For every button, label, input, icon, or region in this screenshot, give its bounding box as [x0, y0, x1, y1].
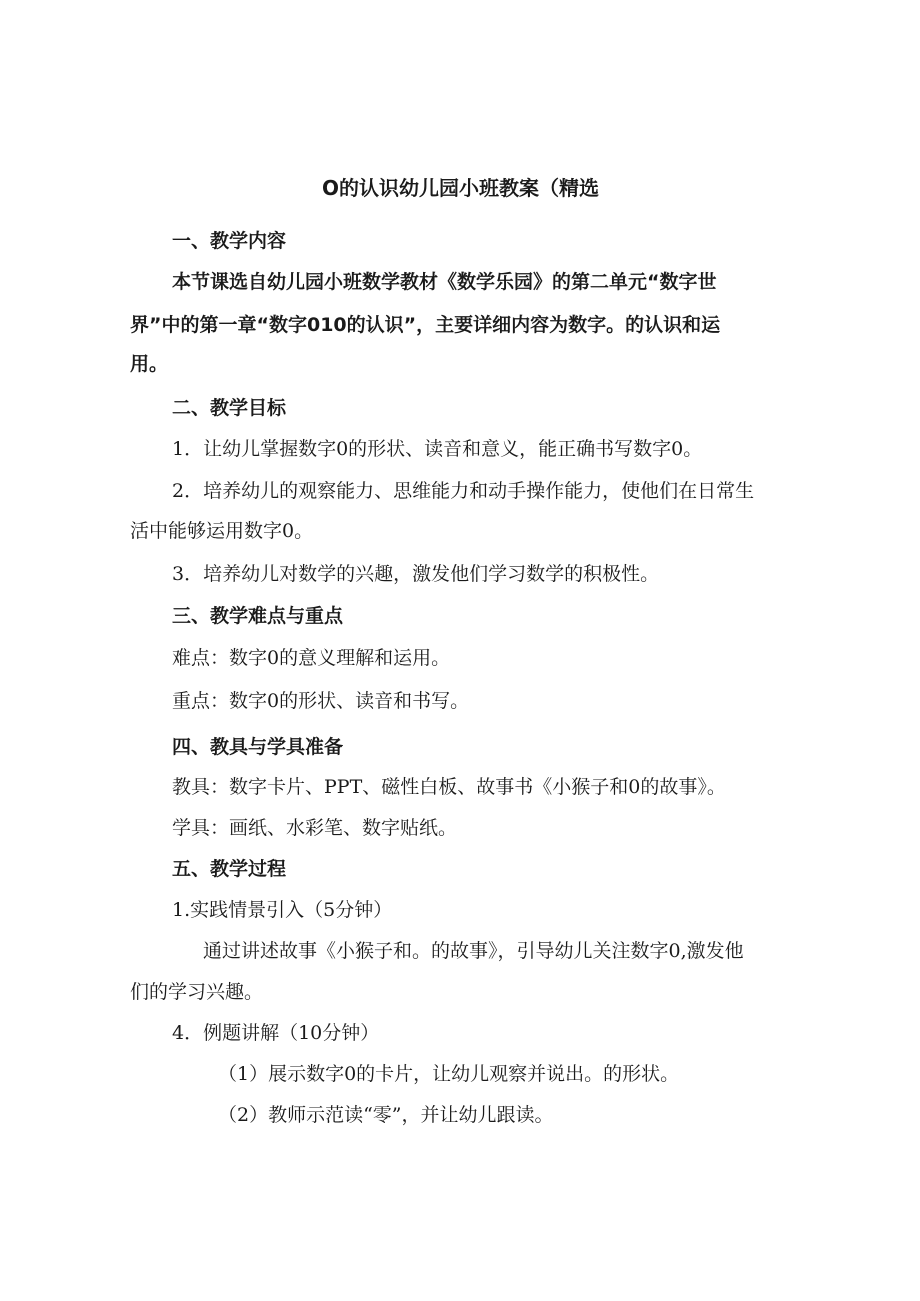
sub-step: （1）展示数字0的卡片，让幼儿观察并说出。的形状。	[218, 1063, 680, 1085]
section-heading-process: 五、教学过程	[172, 858, 287, 880]
paragraph-line: 难点：数字0的意义理解和运用。	[172, 647, 451, 669]
paragraph-line: 界”中的第一章“数字010的认识”，主要详细内容为数字。的认识和运	[130, 314, 721, 336]
section-heading-materials: 四、教具与学具准备	[172, 736, 344, 758]
paragraph-line: 用。	[130, 353, 169, 375]
list-item-continuation: 活中能够运用数字0。	[130, 520, 314, 542]
step-heading: 4．例题讲解（10分钟）	[172, 1022, 380, 1044]
paragraph-line: 们的学习兴趣。	[130, 981, 264, 1003]
paragraph-line: 重点：数字0的形状、读音和书写。	[172, 690, 470, 712]
paragraph-line: 本节课选自幼儿园小班数学教材《数学乐园》的第二单元“数字世	[172, 271, 717, 293]
list-item: 1．让幼儿掌握数字0的形状、读音和意义，能正确书写数字0。	[172, 438, 703, 460]
sub-step: （2）教师示范读“零”，并让幼儿跟读。	[218, 1104, 554, 1126]
paragraph-line: 教具：数字卡片、PPT、磁性白板、故事书《小猴子和0的故事》。	[172, 776, 726, 798]
section-heading-content: 一、教学内容	[172, 230, 287, 252]
section-heading-difficulties: 三、教学难点与重点	[172, 605, 344, 627]
paragraph-line: 学具：画纸、水彩笔、数字贴纸。	[172, 817, 458, 839]
document-title: O的认识幼儿园小班教案（精选	[322, 176, 600, 200]
list-item: 2．培养幼儿的观察能力、思维能力和动手操作能力，使他们在日常生	[172, 480, 755, 502]
paragraph-line: 通过讲述故事《小猴子和。的故事》，引导幼儿关注数字0,激发他	[203, 940, 744, 962]
step-heading: 1.实践情景引入（5分钟）	[172, 899, 393, 921]
section-heading-objectives: 二、教学目标	[172, 397, 287, 419]
list-item: 3．培养幼儿对数学的兴趣，激发他们学习数学的积极性。	[172, 563, 660, 585]
